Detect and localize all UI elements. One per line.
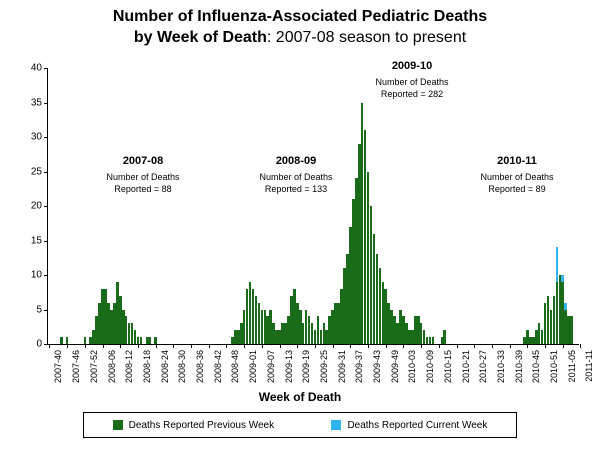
x-tick-label: 2008-36: [195, 350, 206, 384]
bar-segment-previous-week: [84, 337, 87, 344]
annotation-2010-11-line2: Reported = 89: [488, 184, 546, 194]
legend-swatch-blue-icon: [331, 420, 341, 430]
annotation-2010-11: [452, 155, 582, 195]
annotation-2009-10: [347, 60, 477, 100]
legend-item-current-week: [331, 420, 487, 431]
x-tick-label: 2010-51: [549, 350, 560, 384]
annotation-2009-10-line1: Number of Deaths: [375, 77, 449, 87]
y-tick-label: 35: [30, 97, 42, 108]
x-tick-label: 2010-09: [425, 350, 436, 384]
bar: [140, 337, 143, 344]
annotation-2009-10-line2: Reported = 282: [380, 89, 444, 99]
x-tick-mark: [563, 344, 564, 348]
x-tick-mark: [209, 344, 210, 348]
annotation-2007-08-title: 2007-08: [122, 155, 164, 167]
legend-swatch-green-icon: [113, 420, 123, 430]
x-tick-label: 2010-15: [442, 350, 453, 384]
annotation-2008-09-title: 2008-09: [275, 155, 317, 167]
x-tick-label: 2008-48: [230, 350, 241, 384]
x-tick-label: 2010-21: [460, 350, 471, 384]
y-tick-label: 5: [36, 304, 42, 315]
x-tick-label: 2009-07: [265, 350, 276, 384]
chart-title-line2-rest: : 2007-08 season to present: [266, 29, 467, 46]
y-tick-label: 25: [30, 166, 42, 177]
y-tick-mark: [44, 344, 48, 345]
y-tick-label: 20: [30, 200, 42, 212]
annotation-2009-10-title: 2009-10: [391, 60, 433, 72]
x-tick-label: 2007-46: [71, 350, 82, 384]
x-axis-label: Week of Death: [258, 390, 342, 404]
x-tick-mark: [457, 344, 458, 348]
x-tick-label: 2009-25: [318, 350, 329, 384]
bar: [432, 337, 435, 344]
x-tick-mark: [403, 344, 404, 348]
x-tick-label: 2011-05: [566, 350, 577, 383]
x-tick-label: 2008-30: [177, 350, 188, 384]
legend-item-previous-week: [113, 420, 274, 431]
x-tick-label: 2010-03: [407, 350, 418, 384]
annotation-2008-09-line2: Reported = 133: [264, 184, 328, 194]
x-tick-label: 2010-33: [495, 350, 506, 384]
x-tick-mark: [492, 344, 493, 348]
annotation-2010-11-title: 2010-11: [497, 155, 537, 167]
x-tick-mark: [315, 344, 316, 348]
annotation-2007-08-line1: Number of Deaths: [106, 172, 180, 182]
chart-title-line2-bold: by Week of Death: [133, 29, 267, 46]
x-tick-mark: [368, 344, 369, 348]
x-tick-mark: [510, 344, 511, 348]
x-tick-mark: [226, 344, 227, 348]
x-tick-mark: [138, 344, 139, 348]
x-tick-label: 2010-45: [531, 350, 542, 384]
x-tick-mark: [350, 344, 351, 348]
bar-segment-previous-week: [154, 337, 157, 344]
chart-title: [0, 6, 600, 48]
x-tick-label: 2008-06: [106, 350, 117, 384]
bar: [443, 330, 446, 344]
x-tick-mark: [439, 344, 440, 348]
x-tick-mark: [421, 344, 422, 348]
x-tick-mark: [545, 344, 546, 348]
bar-segment-current-week: [564, 303, 567, 310]
y-tick-label: 10: [30, 269, 42, 281]
x-tick-mark: [103, 344, 104, 348]
bar-segment-previous-week: [432, 337, 435, 344]
bar-series: [48, 68, 579, 344]
x-tick-label: 2009-31: [336, 350, 347, 384]
bar: [148, 337, 151, 344]
x-tick-mark: [527, 344, 528, 348]
x-tick-mark: [474, 344, 475, 348]
x-tick-mark: [244, 344, 245, 348]
x-tick-mark: [297, 344, 298, 348]
x-tick-label: 2008-12: [124, 350, 135, 384]
bar: [84, 337, 87, 344]
bar-segment-previous-week: [570, 316, 573, 344]
x-tick-label: 2009-37: [354, 350, 365, 384]
legend-label-current-week: Deaths Reported Current Week: [347, 419, 488, 431]
y-tick-label: 0: [36, 338, 42, 350]
x-tick-mark: [386, 344, 387, 348]
bar: [570, 316, 573, 344]
annotation-2007-08-line2: Reported = 88: [114, 184, 172, 194]
x-tick-label: 2007-52: [88, 350, 99, 384]
bar-segment-previous-week: [66, 337, 69, 344]
annotation-2008-09-line1: Number of Deaths: [259, 172, 333, 182]
y-tick-label: 30: [30, 131, 42, 143]
x-tick-mark: [67, 344, 68, 348]
x-tick-label: 2008-42: [212, 350, 223, 384]
annotation-2010-11-line1: Number of Deaths: [480, 172, 554, 182]
x-tick-label: 2010-39: [513, 350, 524, 384]
x-tick-label: 2011-11: [584, 350, 595, 382]
legend-label-previous-week: Deaths Reported Previous Week: [128, 419, 275, 431]
x-tick-mark: [49, 344, 50, 348]
bar-segment-previous-week: [60, 337, 63, 344]
x-tick-mark: [333, 344, 334, 348]
x-tick-mark: [85, 344, 86, 348]
x-tick-mark: [580, 344, 581, 348]
x-tick-mark: [280, 344, 281, 348]
annotation-2008-09: [231, 155, 361, 195]
y-tick-label: 15: [30, 235, 42, 246]
x-tick-mark: [120, 344, 121, 348]
bar: [154, 337, 157, 344]
bar-segment-previous-week: [148, 337, 151, 344]
bar-segment-previous-week: [443, 330, 446, 344]
x-tick-label: 2009-01: [248, 350, 259, 384]
bar-segment-previous-week: [140, 337, 143, 344]
chart-legend: [83, 412, 517, 438]
x-tick-label: 2009-13: [283, 350, 294, 384]
x-tick-label: 2009-49: [389, 350, 400, 384]
x-tick-label: 2009-19: [301, 350, 312, 384]
x-tick-label: 2009-43: [372, 350, 383, 384]
bar-segment-current-week: [561, 275, 564, 282]
x-tick-mark: [173, 344, 174, 348]
x-tick-label: 2007-40: [53, 350, 64, 384]
bar: [60, 337, 63, 344]
x-tick-label: 2008-24: [159, 350, 170, 384]
x-tick-label: 2010-27: [478, 350, 489, 384]
x-tick-mark: [156, 344, 157, 348]
x-tick-mark: [262, 344, 263, 348]
annotation-2007-08: [78, 155, 208, 195]
x-tick-mark: [191, 344, 192, 348]
x-tick-label: 2008-18: [141, 350, 152, 384]
bar: [66, 337, 69, 344]
y-tick-label: 40: [30, 62, 42, 74]
chart-title-line1: Number of Influenza-Associated Pediatric Deaths: [112, 8, 488, 25]
